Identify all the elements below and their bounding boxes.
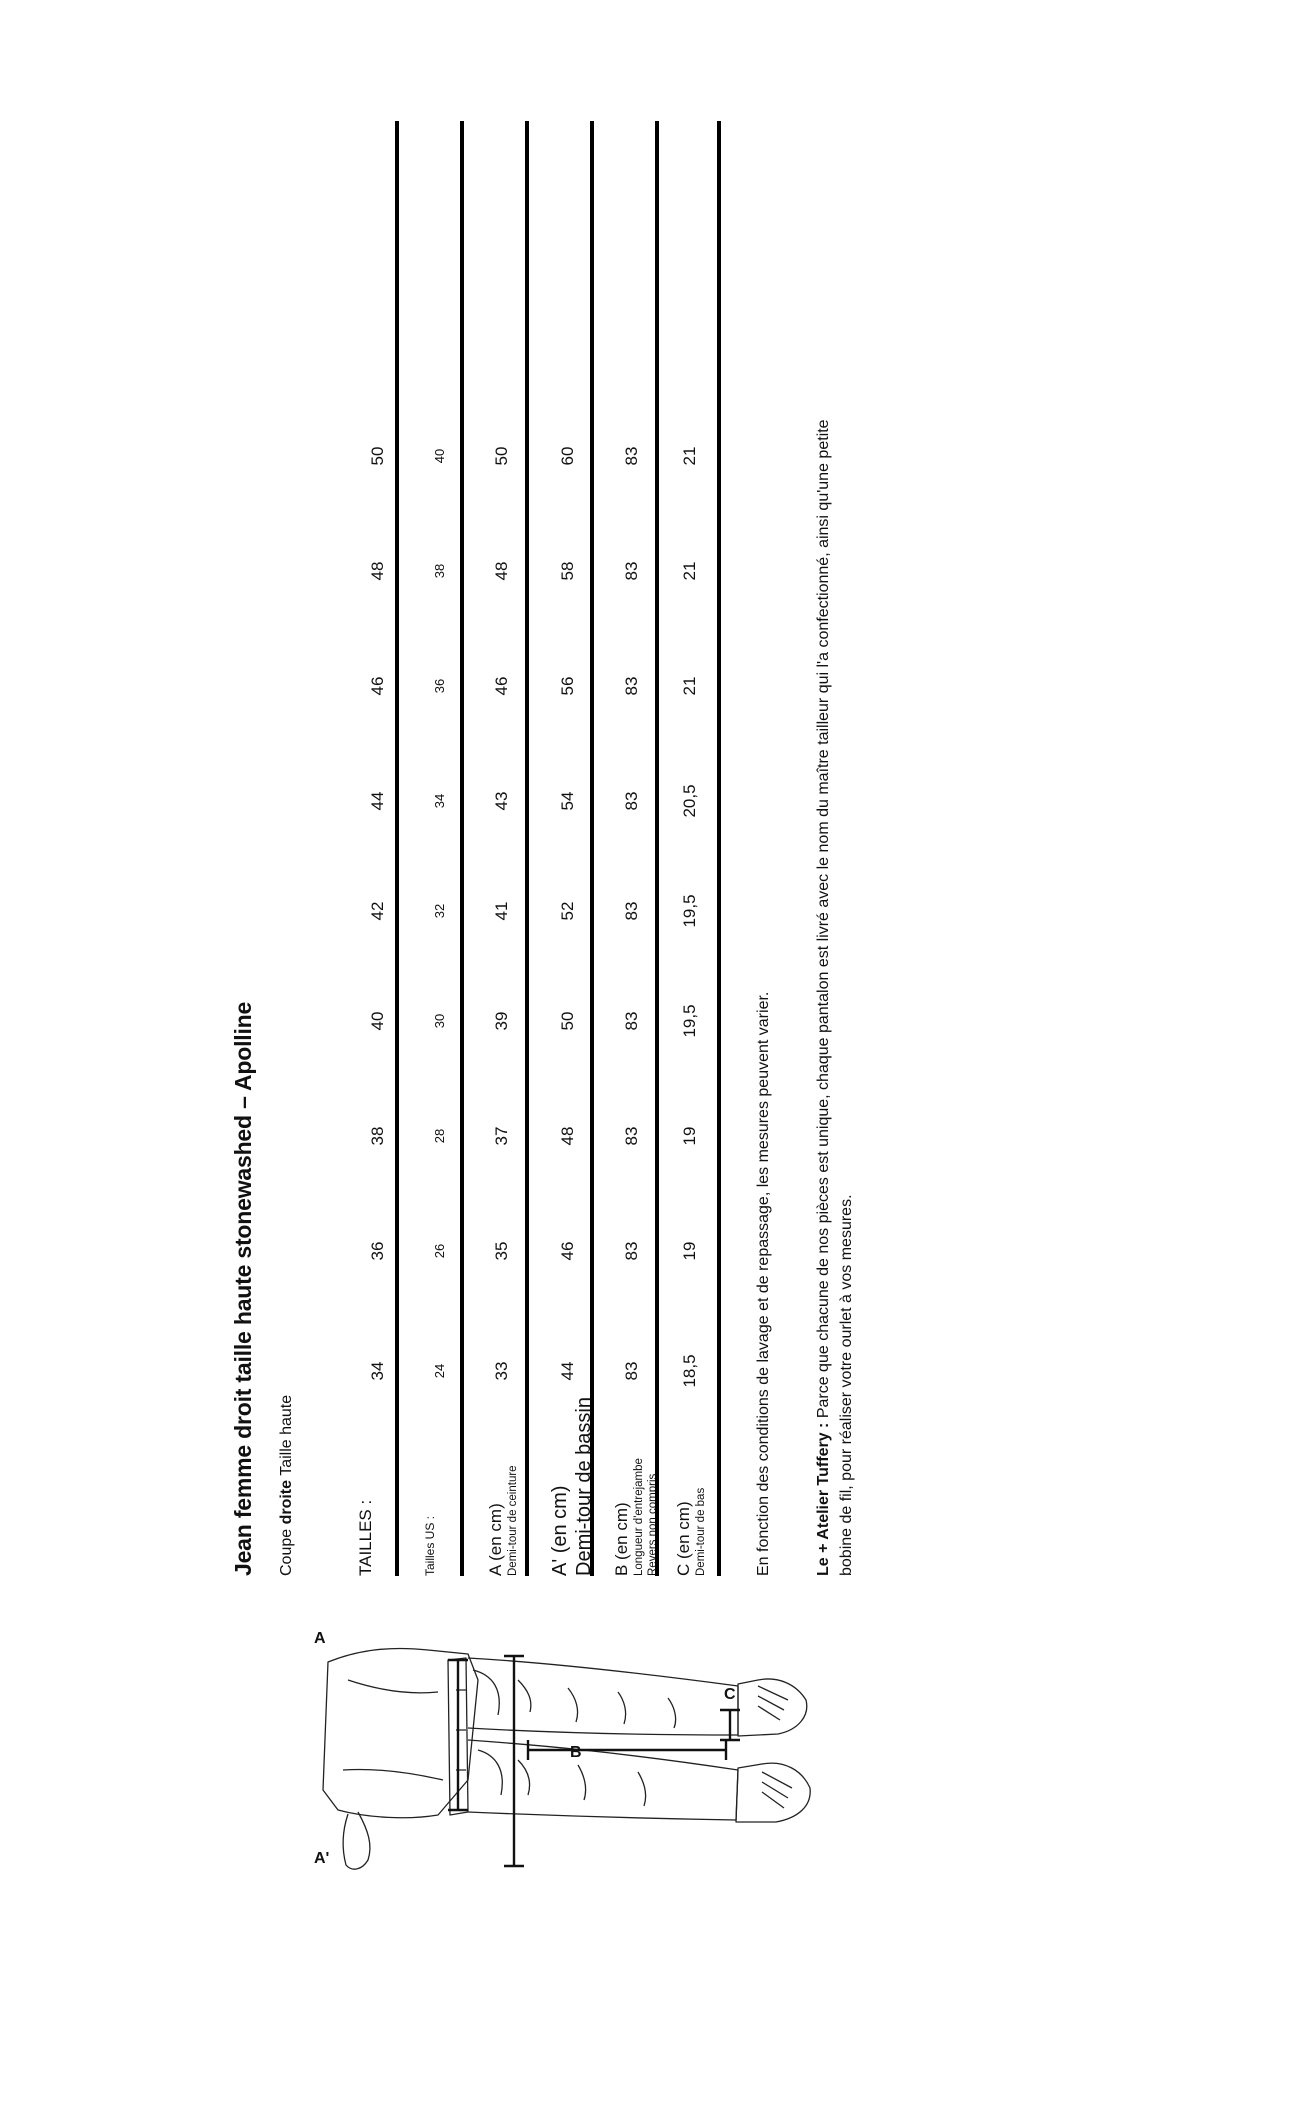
table-cell: 35 [492,1241,511,1261]
table-cell: 19 [680,1241,699,1261]
table-cell: 32 [432,903,447,919]
subtitle-waist: Taille haute [278,1394,295,1476]
table-cell: 39 [492,1011,511,1031]
jeans-illustration [314,1630,838,1890]
table-cell: 83 [622,446,641,466]
washing-note: En fonction des conditions de lavage et de repassage, les mesures peuvent varier. [755,991,772,1576]
table-row-label [420,1426,440,1576]
atelier-tip [812,416,858,1576]
table-cell: 44 [368,791,387,811]
jeans-drawing [318,1640,838,1890]
table-row-divider [590,121,594,1576]
table-cell: 33 [492,1361,511,1381]
table-cell: 36 [432,678,447,694]
table-row-label [612,1426,660,1576]
table-cell: 83 [622,901,641,921]
table-cell: 38 [432,563,447,579]
row-label-main: A (en cm) [486,1503,505,1576]
label-a-prime: A' [314,1850,330,1867]
table-cell: 21 [680,446,699,466]
table-cell: 19,5 [680,1004,699,1038]
table-cell: 46 [558,1241,577,1261]
table-row-label [548,1397,596,1576]
table-cell: 83 [622,1126,641,1146]
table-cell: 40 [432,448,447,464]
table-cell: 21 [680,561,699,581]
table-cell: 26 [432,1243,447,1259]
row-label-sub: Longueur d'entrejambe [633,1458,645,1576]
table-cell: 60 [558,446,577,466]
table-cell: 18,5 [680,1354,699,1388]
table-cell: 30 [432,1013,447,1029]
row-label-sub: Demi-tour de bassin [573,1397,595,1576]
table-cell: 19 [680,1126,699,1146]
table-cell: 48 [492,561,511,581]
atelier-tip-text: Parce que chacune de nos pièces est unique, chaque pantalon est livré avec le nom du maître tailleur qui l'a confectionné, ainsi qu'une petite bobine de fil, pour réaliser votre ourlet à vos mesures. [815,419,855,1576]
row-label-main: Tailles US : [423,1515,437,1576]
table-cell: 48 [558,1126,577,1146]
table-cell: 58 [558,561,577,581]
atelier-tip-lead: Le + Atelier Tuffery : [815,1422,832,1576]
table-cell: 83 [622,676,641,696]
table-row-divider [395,121,399,1576]
table-cell: 20,5 [680,784,699,818]
page-subtitle [278,1395,296,1576]
table-row-divider [655,121,659,1576]
row-label-sub: Demi-tour de bas [695,1487,707,1576]
table-cell: 83 [622,1011,641,1031]
table-cell: 40 [368,1011,387,1031]
subtitle-prefix: Coupe [278,1524,295,1576]
table-cell: 21 [680,676,699,696]
table-cell: 46 [368,676,387,696]
row-label-main: TAILLES : [356,1499,375,1576]
table-cell: 19,5 [680,894,699,928]
table-cell: 44 [558,1361,577,1381]
table-cell: 46 [492,676,511,696]
table-cell: 83 [622,1241,641,1261]
label-a: A [314,1630,326,1647]
table-cell: 50 [492,446,511,466]
page-title: Jean femme droit taille haute stonewashed – Apolline [230,1001,256,1576]
table-cell: 83 [622,1361,641,1381]
row-label-sub2: Revers non compris [647,1473,659,1576]
row-label-main: C (en cm) [674,1501,693,1576]
table-row-divider [525,121,529,1576]
table-cell: 42 [368,901,387,921]
table-cell: 37 [492,1126,511,1146]
table-cell: 50 [558,1011,577,1031]
table-cell: 52 [558,901,577,921]
table-cell: 83 [622,561,641,581]
table-cell: 50 [368,446,387,466]
table-cell: 54 [558,791,577,811]
table-cell: 41 [492,901,511,921]
row-label-main: A' (en cm) [549,1485,571,1576]
table-cell: 83 [622,791,641,811]
table-row-label [356,1426,376,1576]
table-cell: 48 [368,561,387,581]
table-row-label [674,1426,708,1576]
table-row-divider [460,121,464,1576]
row-label-main: B (en cm) [612,1502,631,1576]
table-cell: 36 [368,1241,387,1261]
table-cell: 34 [432,793,447,809]
table-cell: 43 [492,791,511,811]
table-cell: 28 [432,1128,447,1144]
table-cell: 24 [432,1363,447,1379]
row-label-sub: Demi-tour de ceinture [507,1465,519,1576]
table-row-label [486,1426,520,1576]
label-b: B [570,1744,582,1761]
subtitle-cut: droite [278,1479,295,1525]
table-cell: 34 [368,1361,387,1381]
label-c: C [724,1686,736,1703]
table-row-divider [717,121,721,1576]
table-cell: 56 [558,676,577,696]
table-cell: 38 [368,1126,387,1146]
